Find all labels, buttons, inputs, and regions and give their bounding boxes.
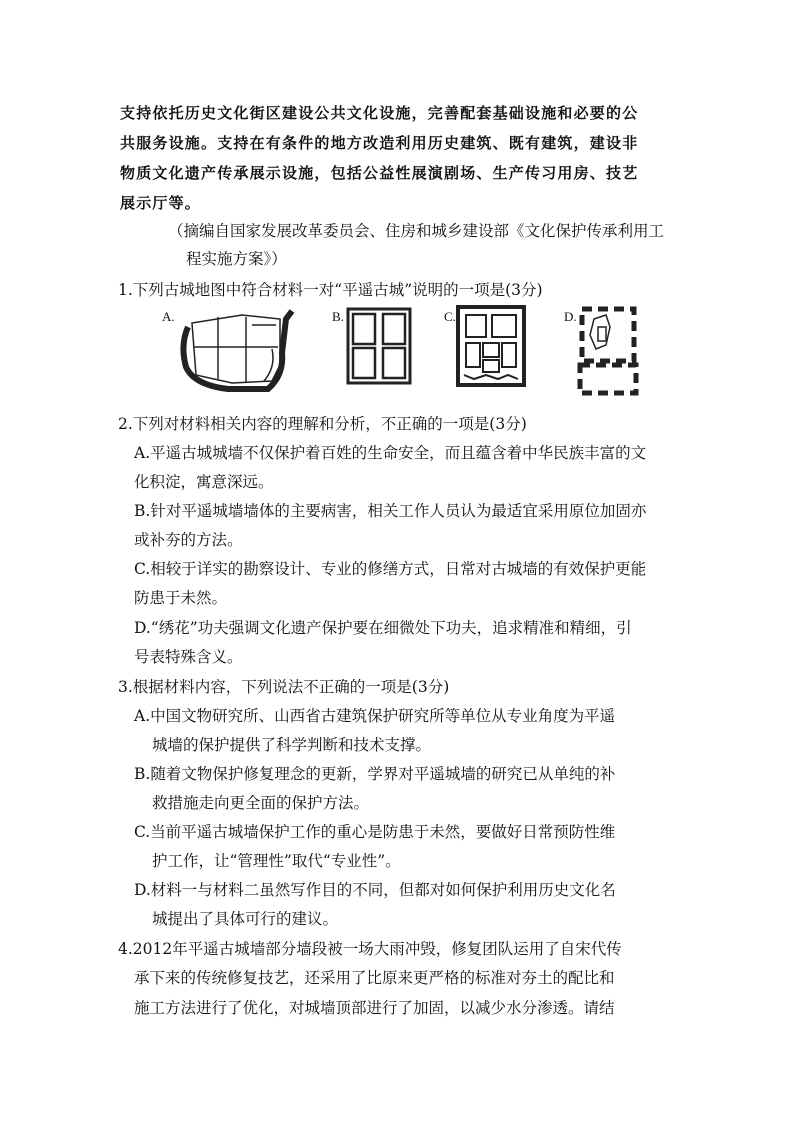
intro-line-3: 物质文化遗产传承展示设施，包括公益性展演剧场、生产传习用房、技艺 <box>120 164 639 182</box>
q2-option-b-cont: 或补夯的方法。 <box>134 531 243 549</box>
q3-option-d-cont: 城提出了具体可行的建议。 <box>152 910 339 928</box>
q3-option-c: C.当前平遥古城墙保护工作的重心是防患于未然，要做好日常预防性维 <box>134 823 616 841</box>
q2-option-d: D.“绣花”功夫强调文化遗产保护要在细微处下功夫，追求精准和精细，引 <box>134 619 632 637</box>
q1-map-options <box>160 305 680 405</box>
q2-stem: 2.下列对材料相关内容的理解和分析，不正确的一项是(3分) <box>118 415 527 433</box>
q3-option-a: A.中国文物研究所、山西省古建筑保护研究所等单位从专业角度为平遥 <box>134 707 616 725</box>
q1-stem: 1.下列古城地图中符合材料一对“平遥古城”说明的一项是(3分) <box>118 281 543 299</box>
q3-option-b-cont: 救措施走向更全面的保护方法。 <box>152 794 370 812</box>
intro-line-4: 展示厅等。 <box>120 194 202 212</box>
map-a-irregular-city <box>172 305 300 395</box>
map-d-dashed-city <box>576 305 640 397</box>
q3-option-b: B.随着文物保护修复理念的更新，学界对平遥城墙的研究已从单纯的补 <box>134 765 616 783</box>
map-c-walled-city <box>456 305 526 387</box>
q2-option-c: C.相较于详实的勘察设计、专业的修缮方式，日常对古城墙的有效保护更能 <box>134 560 647 578</box>
q4-line-1: 4.2012年平遥古城墙部分墙段被一场大雨冲毁，修复团队运用了自宋代传 <box>118 940 622 958</box>
q3-stem: 3.根据材料内容，下列说法不正确的一项是(3分) <box>118 678 450 696</box>
q2-option-d-cont: 号表特殊含义。 <box>134 648 243 666</box>
source-line-1: （摘编自国家发展改革委员会、住房和城乡建设部《文化保护传承利用工 <box>168 222 665 240</box>
q4-line-2: 承下来的传统修复技艺，还采用了比原来更严格的标准对夯土的配比和 <box>134 969 615 987</box>
map-c-label: C. <box>444 309 456 324</box>
map-d-label: D. <box>564 309 577 324</box>
map-b-square-grid <box>346 307 412 385</box>
q2-option-c-cont: 防患于未然。 <box>134 589 228 607</box>
intro-line-1: 支持依托历史文化街区建设公共文化设施，完善配套基础设施和必要的公 <box>120 104 639 122</box>
map-a-label: A. <box>162 309 175 324</box>
q3-option-d: D.材料一与材料二虽然写作目的不同，但都对如何保护利用历史文化名 <box>134 881 616 899</box>
intro-line-2: 共服务设施。支持在有条件的地方改造利用历史建筑、既有建筑，建设非 <box>120 134 639 152</box>
q3-option-a-cont: 城墙的保护提供了科学判断和技术支撑。 <box>152 736 432 754</box>
q3-option-c-cont: 护工作，让“管理性”取代“专业性”。 <box>152 852 401 870</box>
q2-option-a-cont: 化积淀，寓意深远。 <box>134 473 274 491</box>
q2-option-a: A.平遥古城城墙不仅保护着百姓的生命安全，而且蕴含着中华民族丰富的文 <box>134 444 647 462</box>
source-line-2: 程实施方案》） <box>186 250 287 268</box>
q2-option-b: B.针对平遥城墙墙体的主要病害，相关工作人员认为最适宜采用原位加固亦 <box>134 502 647 520</box>
q4-line-3: 施工方法进行了优化，对城墙顶部进行了加固，以减少水分渗透。请结 <box>134 999 615 1017</box>
map-b-label: B. <box>332 309 344 324</box>
